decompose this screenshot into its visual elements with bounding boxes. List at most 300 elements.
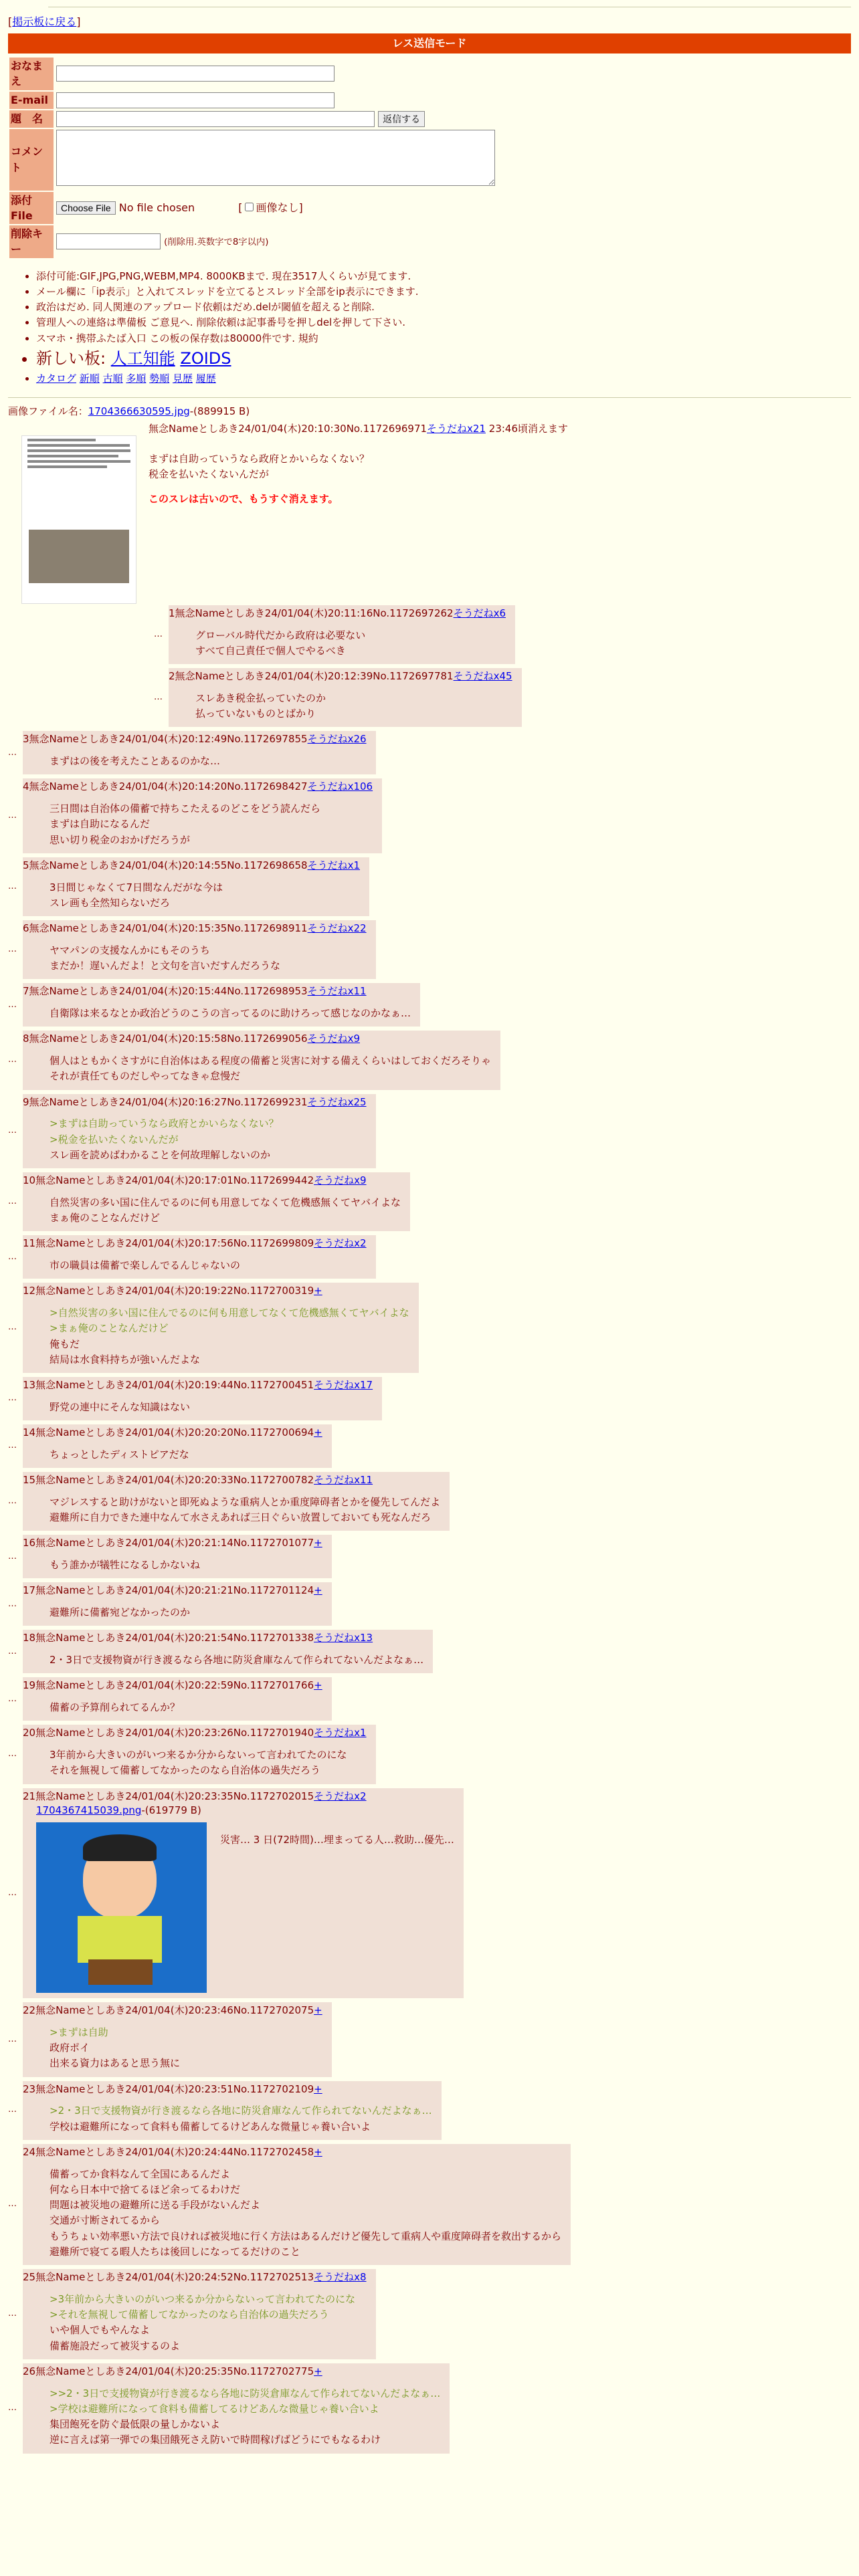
new-board-link-ai[interactable]: 人工知能 bbox=[110, 348, 175, 368]
op-body bbox=[149, 451, 369, 508]
reply-line: 災害… 3 日(72時間)…埋まってる人…救助…優先… bbox=[220, 1834, 454, 1846]
reply-line: 避難所で寝てる暇人たちは後回しになってるだけのこと bbox=[50, 2245, 301, 2258]
reply-box bbox=[23, 1424, 332, 1468]
reply-line: ヤマパンの支援なんかにもそのうち bbox=[50, 944, 210, 956]
reply-number: 26 bbox=[23, 2365, 36, 2377]
op-thumbnail-photo bbox=[29, 530, 129, 583]
reply-box bbox=[23, 1283, 419, 1373]
reply-menu-icon[interactable]: … bbox=[8, 1693, 17, 1704]
reply-body bbox=[23, 1700, 322, 1715]
reply-number: 20 bbox=[23, 1727, 36, 1739]
reply-box bbox=[23, 2144, 571, 2265]
quote-line: >学校は避難所になって食料も備蓄してるけどあんな微量じゃ養い合いよ bbox=[50, 2402, 379, 2415]
delkey-input[interactable] bbox=[56, 233, 161, 249]
reply-line: 3年前から大きいのがいつ来るか分からないって言われてたのにな bbox=[50, 1749, 347, 1761]
reply-line: 政府ポイ bbox=[50, 2042, 90, 2054]
reply-line: 自衛隊は来るなとか政治どうのこうの言ってるのに助けろって感じなのかなぁ… bbox=[50, 1007, 411, 1020]
reply-header bbox=[23, 1473, 440, 1488]
reply-body bbox=[23, 880, 360, 911]
reply-image-wrap bbox=[23, 1822, 454, 1993]
reply-number: 16 bbox=[23, 1537, 36, 1549]
reply-meta: 無念Nameとしあき24/01/04(木)20:23:26No.1172701940 bbox=[35, 1727, 314, 1739]
reply-meta: 無念Nameとしあき24/01/04(木)20:17:01No.1172699442 bbox=[35, 1174, 314, 1187]
op-file-size: -(889915 B) bbox=[189, 405, 250, 418]
reply-box bbox=[23, 2363, 450, 2454]
reply-row bbox=[8, 1172, 851, 1231]
reply-line: 避難所に自力できた連中なんて水さえあれば三日ぐらい放置しておいても死なんだろ bbox=[50, 1511, 432, 1524]
reply-body bbox=[23, 2386, 440, 2448]
reply-number: 9 bbox=[23, 1095, 29, 1108]
reply-number: 8 bbox=[23, 1033, 29, 1045]
reply-menu-icon[interactable]: … bbox=[8, 2402, 17, 2413]
no-image-checkbox[interactable] bbox=[245, 203, 254, 211]
reply-row bbox=[8, 1725, 851, 1784]
reply-body bbox=[23, 1605, 322, 1620]
reply-line: 集団飽死を防ぐ最低限の量しかないよ bbox=[50, 2418, 221, 2431]
comment-label: コメント bbox=[9, 129, 54, 191]
quote-line: >まずは自助っていうなら政府とかいらなくない？ bbox=[50, 1117, 279, 1130]
reply-number: 25 bbox=[23, 2271, 36, 2284]
reply-body bbox=[23, 1258, 367, 1273]
sodane-link[interactable]: そうだねx9 bbox=[314, 1174, 367, 1187]
reply-row bbox=[8, 2002, 851, 2077]
sodane-link[interactable]: そうだねx1 bbox=[307, 859, 360, 871]
reply-menu-icon[interactable]: … bbox=[8, 1322, 17, 1333]
reply-body bbox=[23, 1652, 423, 1668]
quote-line: >まぁ俺のことなんだけど bbox=[50, 1322, 169, 1335]
reply-line: もう誰かが犠牲になるしかないね bbox=[50, 1559, 201, 1572]
viewed-link[interactable]: 見歴 bbox=[172, 372, 193, 385]
reply-box bbox=[23, 857, 369, 916]
reply-file-link[interactable]: 1704367415039.png bbox=[36, 1804, 142, 1817]
reply-line: 三日間は自治体の備蓄で持ちこたえるのどこをどう読んだら bbox=[50, 802, 321, 815]
reply-header bbox=[23, 1679, 322, 1693]
reply-box bbox=[23, 778, 382, 853]
sodane-link[interactable]: そうだねx17 bbox=[314, 1379, 373, 1392]
reply-body bbox=[23, 1053, 491, 1085]
reply-number: 21 bbox=[23, 1790, 36, 1802]
no-image-label: 画像なし bbox=[256, 201, 299, 215]
reply-line: まだか！遅いんだよ！と文句を言いだすんだろうな bbox=[50, 960, 281, 972]
op-line: 税金を払いたくないんだが bbox=[149, 468, 270, 481]
history-link[interactable]: 履歴 bbox=[195, 372, 216, 385]
reply-box bbox=[23, 2269, 376, 2359]
reply-line: 結局は水食料持ちが強いんだよな bbox=[50, 1353, 201, 1366]
reply-line: グローバル時代だから政府は必要ない bbox=[195, 629, 366, 641]
reply-line: 市の職員は備蓄で楽しんでるんじゃないの bbox=[50, 1259, 241, 1272]
reply-line: 避難所に備蓄宛どなかったのか bbox=[50, 1606, 191, 1619]
character-shorts bbox=[88, 1959, 153, 1985]
reply-body bbox=[23, 754, 367, 769]
reply-body bbox=[23, 1400, 373, 1415]
reply-header bbox=[23, 1174, 401, 1188]
reply-file-size: -(619779 B) bbox=[141, 1804, 201, 1817]
reply-line: 3日間じゃなくて7日間なんだがな今は bbox=[50, 881, 223, 893]
reply-line: 自然災害の多い国に住んでるのに何も用意してなくて危機感無くてヤバイよな bbox=[50, 1196, 401, 1208]
op-file-line bbox=[8, 405, 851, 419]
reply-form: おなまえ E-mail 題 名 返信する コメント 添付File Choose File No file chosen [ 画像なし] 削除キー (削除用.英数字で8字以内) bbox=[8, 56, 498, 259]
quote-line: >税金を払いたくないんだが bbox=[50, 1133, 179, 1146]
sodane-link[interactable]: そうだねx9 bbox=[307, 1033, 360, 1045]
reply-line: 何なら日本中で捨てるほど余ってるわけだ bbox=[50, 2183, 241, 2195]
comment-textarea[interactable] bbox=[56, 130, 495, 186]
reply-meta: 無念Nameとしあき24/01/04(木)20:20:33No.1172700782 bbox=[35, 1474, 314, 1487]
reply-row bbox=[8, 1377, 851, 1420]
reply-row bbox=[8, 857, 851, 916]
reply-menu-icon[interactable]: … bbox=[8, 1440, 17, 1451]
reply-box bbox=[23, 983, 420, 1027]
reply-line: まぁ俺のことなんだけど bbox=[50, 1212, 161, 1224]
reply-header bbox=[23, 2365, 440, 2379]
reply-line: 払っていないものとばかり bbox=[195, 708, 316, 720]
email-input[interactable] bbox=[56, 92, 335, 108]
op-expire-warning: このスレは古いので、もうすぐ消えます。 bbox=[149, 493, 339, 506]
sodane-link[interactable]: そうだねx21 bbox=[427, 422, 486, 435]
email-label: E-mail bbox=[9, 92, 54, 109]
reply-row bbox=[8, 2363, 851, 2454]
sodane-link[interactable]: + bbox=[314, 1584, 322, 1597]
reply-box bbox=[23, 1377, 382, 1420]
name-label: おなまえ bbox=[9, 58, 54, 90]
op-file-prefix: 画像ファイル名： bbox=[8, 405, 88, 418]
reply-meta: 無念Nameとしあき24/01/04(木)20:14:20No.1172698427 bbox=[29, 780, 308, 793]
reply-box bbox=[23, 1788, 464, 1999]
reply-meta: 無念Nameとしあき24/01/04(木)20:19:44No.1172700451 bbox=[35, 1379, 314, 1392]
reply-meta: 無念Nameとしあき24/01/04(木)20:15:35No.1172698911 bbox=[29, 922, 308, 935]
sodane-link[interactable]: そうだねx1 bbox=[314, 1727, 367, 1739]
quote-line: >自然災害の多い国に住んでるのに何も用意してなくて危機感無くてヤバイよな bbox=[50, 1307, 409, 1319]
reply-header bbox=[23, 1237, 367, 1251]
reply-number: 23 bbox=[23, 2082, 36, 2095]
reply-row bbox=[8, 778, 851, 853]
sort-new-link[interactable]: 新順 bbox=[79, 372, 100, 385]
reply-body bbox=[220, 1833, 454, 1993]
catalog-links bbox=[36, 371, 851, 387]
name-input[interactable] bbox=[56, 66, 335, 82]
reply-menu-icon[interactable]: … bbox=[8, 881, 17, 891]
reply-line: 2・3日で支援物資が行き渡るなら各地に防災倉庫なんて作られてないんだよなぁ… bbox=[50, 1654, 424, 1667]
reply-number: 18 bbox=[23, 1632, 36, 1644]
reply-box bbox=[169, 668, 522, 727]
sodane-link[interactable]: + bbox=[314, 2082, 322, 2095]
reply-box bbox=[23, 1725, 376, 1784]
reply-body bbox=[23, 1006, 411, 1021]
reply-menu-icon[interactable]: … bbox=[8, 1598, 17, 1609]
reply-number: 13 bbox=[23, 1379, 36, 1392]
reply-menu-icon[interactable]: … bbox=[8, 1196, 17, 1206]
sodane-link[interactable]: そうだねx6 bbox=[453, 607, 506, 619]
sodane-link[interactable]: + bbox=[314, 1537, 322, 1549]
reply-meta: 無念Nameとしあき24/01/04(木)20:23:35No.1172702015 bbox=[35, 1790, 314, 1802]
reply-line: まずは自助になるんだ bbox=[50, 818, 151, 831]
reply-number: 10 bbox=[23, 1174, 36, 1187]
note-item: • 政治はだめ. 同人関連のアップロード依頼はだめ.delが閾値を超えると削除. bbox=[36, 300, 851, 315]
reply-header bbox=[23, 1631, 423, 1646]
reply-menu-icon[interactable]: … bbox=[8, 1251, 17, 1262]
sodane-link[interactable]: そうだねx45 bbox=[453, 670, 512, 683]
reply-meta: 無念Nameとしあき24/01/04(木)20:17:56No.1172699809 bbox=[35, 1237, 314, 1250]
reply-header bbox=[23, 1378, 373, 1393]
reply-box bbox=[23, 2081, 442, 2140]
character-shirt bbox=[78, 1916, 162, 1963]
reply-menu-icon[interactable]: … bbox=[8, 747, 17, 758]
quote-line: >3年前から大きいのがいつ来るか分からないって言われてたのにな bbox=[50, 2292, 356, 2305]
reply-header bbox=[23, 1095, 367, 1110]
op-post bbox=[8, 419, 851, 566]
reply-menu-icon[interactable]: … bbox=[8, 2309, 17, 2319]
reply-line: 備蓄施設だって被災するのよ bbox=[50, 2339, 181, 2352]
reply-menu-icon[interactable]: … bbox=[154, 691, 163, 702]
reply-number: 4 bbox=[23, 780, 29, 793]
new-board-item bbox=[36, 346, 851, 371]
reply-line: 俺もだ bbox=[50, 1337, 80, 1350]
reply-number: 11 bbox=[23, 1237, 36, 1250]
reply-row bbox=[154, 605, 851, 664]
sodane-link[interactable]: そうだねx13 bbox=[314, 1632, 373, 1644]
reply-meta: 無念Nameとしあき24/01/04(木)20:22:59No.1172701766 bbox=[35, 1679, 314, 1692]
reply-row bbox=[8, 731, 851, 774]
reply-meta: 無念Nameとしあき24/01/04(木)20:15:44No.1172698953 bbox=[29, 985, 308, 998]
reply-row bbox=[8, 1630, 851, 1673]
reply-header bbox=[23, 1426, 322, 1440]
reply-line: 交通が寸断されてるから bbox=[50, 2214, 161, 2227]
delkey-hint: (削除用.英数字で8字以内) bbox=[164, 237, 269, 248]
new-board-link-zoids[interactable]: ZOIDS bbox=[180, 348, 231, 368]
reply-number: 19 bbox=[23, 1679, 36, 1692]
reply-meta: 無念Nameとしあき24/01/04(木)20:25:35No.1172702775 bbox=[35, 2365, 314, 2377]
reply-number: 3 bbox=[23, 733, 29, 746]
reply-row bbox=[8, 1235, 851, 1279]
reply-header bbox=[23, 2004, 322, 2018]
reply-menu-icon[interactable]: … bbox=[8, 2034, 17, 2044]
reply-body bbox=[23, 801, 373, 848]
reply-body bbox=[23, 1116, 367, 1163]
sodane-link[interactable]: そうだねx26 bbox=[307, 733, 367, 746]
sodane-link[interactable]: + bbox=[314, 1679, 322, 1692]
reply-number: 7 bbox=[23, 985, 29, 998]
reply-file-line bbox=[23, 1804, 454, 1818]
reply-header bbox=[23, 1726, 367, 1741]
note-item: • 管理人への連絡は準備板 ご意見へ. 削除依頼は記事番号を押しdelを押して下さい. bbox=[36, 315, 851, 330]
reply-row bbox=[154, 668, 851, 727]
reply-row bbox=[8, 1788, 851, 1999]
reply-row bbox=[8, 2269, 851, 2359]
reply-row bbox=[8, 2081, 851, 2140]
reply-header bbox=[169, 607, 506, 621]
reply-header bbox=[23, 1536, 322, 1551]
reply-header bbox=[23, 2082, 432, 2097]
reply-menu-icon[interactable]: … bbox=[8, 1887, 17, 1898]
reply-meta: 無念Nameとしあき24/01/04(木)20:12:39No.1172697781 bbox=[175, 670, 454, 683]
sodane-link[interactable]: そうだねx8 bbox=[314, 2271, 367, 2284]
reply-box bbox=[23, 731, 376, 774]
reply-box bbox=[23, 1472, 450, 1531]
reply-meta: 無念Nameとしあき24/01/04(木)20:21:14No.1172701077 bbox=[35, 1537, 314, 1549]
reply-box bbox=[23, 1677, 332, 1721]
reply-header bbox=[23, 1790, 454, 1804]
reply-row bbox=[8, 983, 851, 1027]
reply-number: 1 bbox=[169, 607, 175, 619]
reply-box bbox=[23, 2002, 332, 2077]
reply-meta: 無念Nameとしあき24/01/04(木)20:19:22No.1172700319 bbox=[35, 1285, 314, 1297]
reply-number: 6 bbox=[23, 922, 29, 935]
op-header bbox=[149, 422, 568, 437]
subject-input[interactable] bbox=[56, 111, 375, 127]
reply-header bbox=[23, 2270, 367, 2285]
reply-menu-icon[interactable]: … bbox=[8, 1551, 17, 1562]
reply-row bbox=[8, 1472, 851, 1531]
reply-menu-icon[interactable]: … bbox=[8, 1646, 17, 1656]
notes-list bbox=[8, 269, 851, 387]
quote-line: >>2・3日で支援物資が行き渡るなら各地に防災倉庫なんて作られてないんだよなぁ… bbox=[50, 2387, 441, 2399]
reply-meta: 無念Nameとしあき24/01/04(木)20:24:44No.1172702458 bbox=[35, 2145, 314, 2158]
reply-row bbox=[8, 2144, 851, 2265]
reply-line: 学校は避難所になって食料も備蓄してるけどあんな微量じゃ養い合いよ bbox=[50, 2120, 371, 2133]
reply-header bbox=[23, 922, 367, 936]
reply-number: 24 bbox=[23, 2145, 36, 2158]
subject-label: 題 名 bbox=[9, 110, 54, 128]
sodane-link[interactable]: そうだねx22 bbox=[307, 922, 367, 935]
sodane-link[interactable]: そうだねx25 bbox=[307, 1095, 367, 1108]
reply-menu-icon[interactable]: … bbox=[8, 1125, 17, 1136]
op-expire: 23:46頃消えます bbox=[488, 422, 569, 435]
note-item: • 添付可能:GIF,JPG,PNG,WEBM,MP4. 8000KBまで. 現在3517人くらいが見てます. bbox=[36, 269, 851, 284]
op-thumbnail[interactable] bbox=[21, 435, 136, 604]
choose-file-button[interactable]: Choose File bbox=[56, 201, 116, 215]
reply-body bbox=[23, 1558, 322, 1573]
reply-meta: 無念Nameとしあき24/01/04(木)20:11:16No.1172697262 bbox=[175, 607, 454, 619]
reply-number: 14 bbox=[23, 1426, 36, 1439]
sort-old-link[interactable]: 古順 bbox=[102, 372, 123, 385]
reply-box bbox=[23, 920, 376, 979]
reply-line: いや個人でもやんなよ bbox=[50, 2324, 151, 2337]
reply-body bbox=[23, 2025, 322, 2072]
reply-body bbox=[23, 1747, 367, 1779]
reply-meta: 無念Nameとしあき24/01/04(木)20:21:54No.1172701338 bbox=[35, 1632, 314, 1644]
reply-body bbox=[23, 943, 367, 974]
reply-menu-icon[interactable]: … bbox=[8, 2199, 17, 2210]
sodane-link[interactable]: そうだねx11 bbox=[307, 985, 367, 998]
reply-line: ちょっとしたディストピアだな bbox=[50, 1448, 189, 1461]
op-line: まずは自助っていうなら政府とかいらなくない？ bbox=[149, 452, 370, 465]
sodane-link[interactable]: そうだねx106 bbox=[307, 780, 373, 793]
reply-meta: 無念Nameとしあき24/01/04(木)20:23:51No.1172702109 bbox=[35, 2082, 314, 2095]
reply-box bbox=[23, 1172, 410, 1231]
reply-body bbox=[23, 1495, 440, 1526]
sodane-link[interactable]: + bbox=[314, 2365, 322, 2377]
reply-line: 備蓄ってか食料なんて全国にあるんだよ bbox=[50, 2167, 231, 2180]
reply-box bbox=[23, 1582, 332, 1626]
reply-line: もうちょい効率悪い方法で良ければ被災地に行く方法はあるんだけど優先して重病人や重度障碍者を救出するから bbox=[50, 2230, 562, 2242]
sodane-link[interactable]: そうだねx2 bbox=[314, 1237, 367, 1250]
reply-number: 15 bbox=[23, 1474, 36, 1487]
reply-number: 12 bbox=[23, 1285, 36, 1297]
reply-menu-icon[interactable]: … bbox=[8, 1749, 17, 1759]
reply-meta: 無念Nameとしあき24/01/04(木)20:15:58No.1172699056 bbox=[29, 1033, 308, 1045]
reply-number: 17 bbox=[23, 1584, 36, 1597]
reply-menu-icon[interactable]: … bbox=[8, 1055, 17, 1065]
reply-header bbox=[23, 732, 367, 747]
reply-menu-icon[interactable]: … bbox=[154, 629, 163, 639]
reply-line: スレ画も全然知らないだろ bbox=[50, 896, 171, 909]
sodane-link[interactable]: そうだねx11 bbox=[314, 1474, 373, 1487]
reply-row bbox=[8, 1677, 851, 1721]
quote-line: >それを無視して備蓄してなかったのなら自治体の過失だろう bbox=[50, 2309, 329, 2321]
reply-body bbox=[169, 628, 506, 659]
reply-menu-icon[interactable]: … bbox=[8, 810, 17, 821]
reply-menu-icon[interactable]: … bbox=[8, 999, 17, 1010]
catalog-link[interactable]: カタログ bbox=[36, 372, 77, 385]
op-file-link[interactable]: 1704366630595.jpg bbox=[88, 405, 190, 418]
reply-meta: 無念Nameとしあき24/01/04(木)20:23:46No.1172702075 bbox=[35, 2004, 314, 2017]
sodane-link[interactable]: + bbox=[314, 1285, 322, 1297]
delkey-label: 削除キー bbox=[9, 225, 54, 257]
reply-row bbox=[8, 1582, 851, 1626]
reply-meta: 無念Nameとしあき24/01/04(木)20:20:20No.1172700694 bbox=[35, 1426, 314, 1439]
reply-line: まずはの後を考えたことあるのかな… bbox=[50, 755, 221, 768]
reply-line: 野党の連中にそんな知識はない bbox=[50, 1400, 191, 1413]
reply-row bbox=[8, 1424, 851, 1468]
reply-box bbox=[169, 605, 515, 664]
reply-body bbox=[23, 2103, 432, 2135]
reply-number: 22 bbox=[23, 2004, 36, 2017]
reply-list bbox=[8, 605, 851, 2454]
new-board-label: 新しい板: bbox=[36, 348, 106, 368]
reply-row bbox=[8, 920, 851, 979]
sodane-link[interactable]: + bbox=[314, 1426, 322, 1439]
file-label: 添付File bbox=[9, 192, 54, 224]
reply-body bbox=[23, 1447, 322, 1463]
reply-line: 逆に言えば第一弾での集団餓死さえ防いで時間稼げばどうにでもなるわけ bbox=[50, 2434, 381, 2446]
reply-header bbox=[23, 1584, 322, 1598]
reply-meta: 無念Nameとしあき24/01/04(木)20:12:49No.1172697855 bbox=[29, 733, 308, 746]
reply-body bbox=[23, 1305, 409, 1368]
reply-header bbox=[23, 2145, 561, 2160]
reply-line: 個人はともかくさすがに自治体はある程度の備蓄と災害に対する備えくらいはしておくだろそりゃ bbox=[50, 1055, 492, 1067]
reply-row bbox=[8, 1031, 851, 1089]
reply-menu-icon[interactable]: … bbox=[8, 1393, 17, 1404]
divider bbox=[8, 397, 851, 398]
reply-box bbox=[23, 1031, 500, 1089]
reply-row bbox=[8, 1283, 851, 1373]
reply-menu-icon[interactable]: … bbox=[8, 944, 17, 954]
reply-box bbox=[23, 1235, 376, 1279]
reply-row bbox=[8, 1094, 851, 1169]
reply-header bbox=[23, 780, 373, 794]
reply-line: 備蓄の予算削られてるんか？ bbox=[50, 1701, 181, 1714]
quote-line: >まずは自助 bbox=[50, 2026, 108, 2038]
note-item: • メール欄に「ip表示」と入れてスレッドを立てるとスレッド全部をip表示にできます. bbox=[36, 284, 851, 300]
reply-body bbox=[23, 2167, 561, 2260]
back-to-board-link[interactable]: 掲示板に戻る bbox=[12, 15, 77, 28]
op-header-text: 無念Nameとしあき24/01/04(木)20:10:30No.1172696971 bbox=[149, 422, 427, 435]
reply-menu-icon[interactable]: … bbox=[8, 1495, 17, 1506]
reply-line: それを無視して備蓄してなかったのなら自治体の過失だろう bbox=[50, 1764, 321, 1777]
sort-many-link[interactable]: 多順 bbox=[126, 372, 147, 385]
reply-thumbnail[interactable] bbox=[36, 1822, 207, 1993]
sodane-link[interactable]: + bbox=[314, 2145, 322, 2158]
reply-body bbox=[23, 1195, 401, 1226]
reply-menu-icon[interactable]: … bbox=[8, 2105, 17, 2115]
submit-button[interactable]: 返信する bbox=[378, 111, 425, 127]
reply-header bbox=[23, 1032, 491, 1047]
reply-line: マジレスすると助けがないと即死ぬような重病人とか重度障碍者とかを優先してんだよ bbox=[50, 1495, 441, 1508]
reply-line: スレあき税金払っていたのか bbox=[195, 691, 326, 704]
reply-header bbox=[169, 669, 512, 684]
sodane-link[interactable]: そうだねx2 bbox=[314, 1790, 367, 1802]
sodane-link[interactable]: + bbox=[314, 2004, 322, 2017]
sort-momentum-link[interactable]: 勢順 bbox=[149, 372, 170, 385]
